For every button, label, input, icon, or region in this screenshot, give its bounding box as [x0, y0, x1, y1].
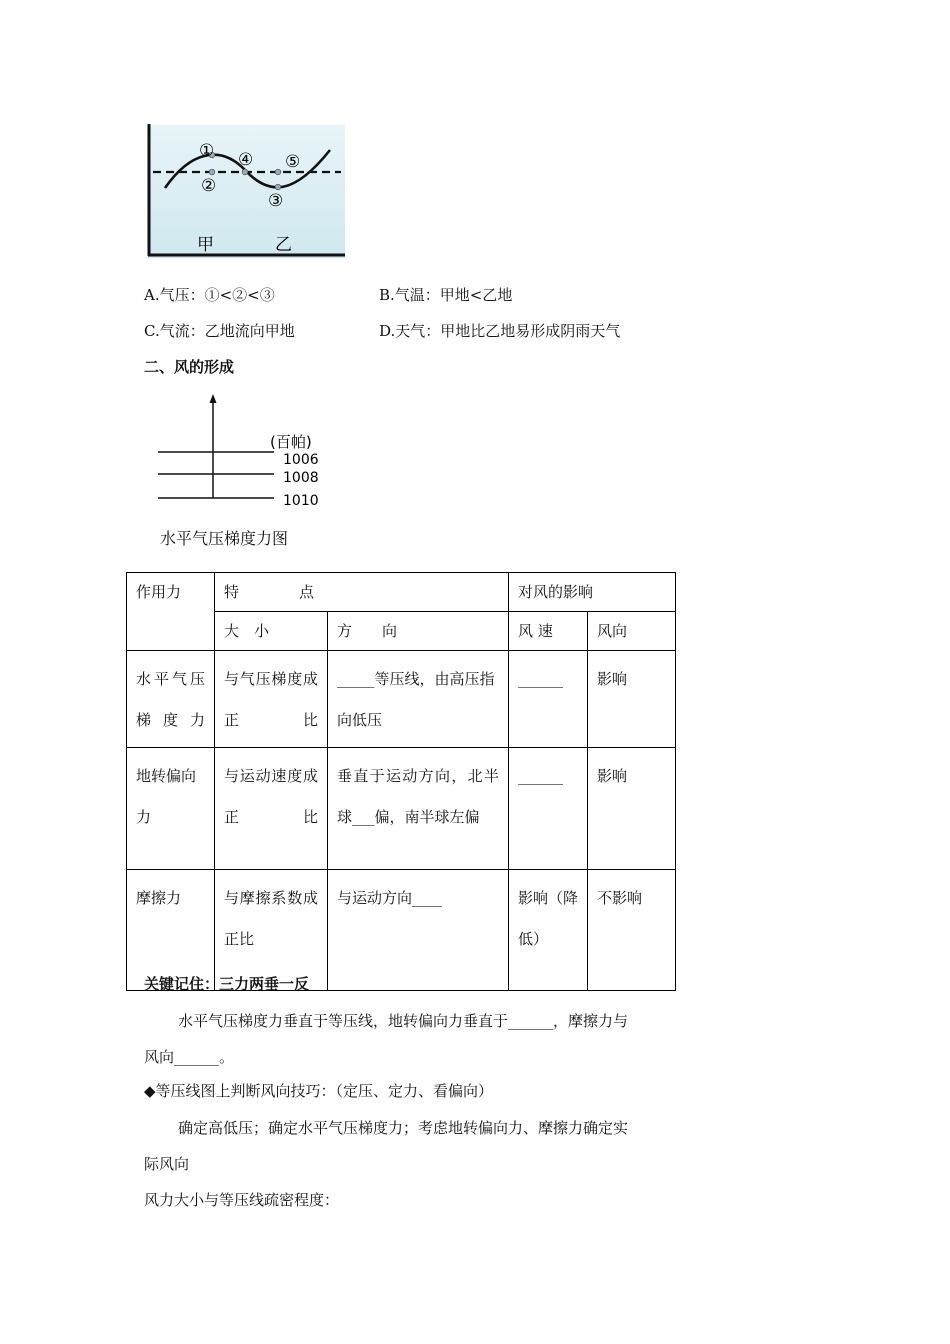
unit-label: (百帕)	[270, 433, 312, 451]
point-5-dot	[275, 169, 281, 175]
cell-force	[127, 651, 215, 748]
isobar-label-1008: 1008	[283, 470, 319, 486]
cell-winddir-text: 影响	[597, 767, 628, 785]
cell-speed	[509, 748, 588, 870]
gradient-arrowhead	[210, 394, 217, 403]
paragraph-2-line-1: 确定高低压；确定水平气压梯度力；考虑地转偏向力、摩擦力确定实	[178, 1119, 629, 1137]
cell-direction	[328, 870, 509, 991]
tip-line: ◆等压线图上判断风向技巧：（定压、定力、看偏向）	[144, 1082, 494, 1100]
cell-speed	[509, 870, 588, 991]
pressure-diagram	[145, 122, 345, 262]
cell-direction-text: 与运动方向____	[337, 889, 443, 907]
label-point-2: ②	[201, 176, 217, 196]
table-row	[127, 651, 676, 748]
cell-size-text: 与摩擦系数成正比	[224, 889, 318, 948]
cell-force-text: 水平气压梯度力	[136, 670, 205, 729]
cell-force-text: 摩擦力	[136, 889, 182, 907]
cell-force-text: 地转偏向力	[136, 767, 197, 826]
paragraph-1-line-1: 水平气压梯度力垂直于等压线，地转偏向力垂直于______，摩擦力与	[178, 1012, 629, 1030]
cell-winddir	[588, 748, 676, 870]
cell-size	[215, 651, 328, 748]
cell-direction-text: 垂直于运动方向，北半球___偏，南半球左偏	[337, 767, 500, 826]
label-point-4: ④	[238, 150, 254, 170]
option-d: D.天气：甲地比乙地易形成阴雨天气	[379, 322, 621, 340]
label-point-1: ①	[199, 141, 215, 161]
option-c: C.气流：乙地流向甲地	[144, 322, 295, 340]
point-4-dot	[242, 169, 248, 175]
cell-winddir-text: 影响	[597, 670, 628, 688]
option-a: A.气压：①<②<③	[144, 286, 275, 304]
pressure-gradient-diagram	[150, 392, 340, 512]
key-point: 关键记住：三力两垂一反	[144, 975, 310, 993]
isobar-label-1010: 1010	[283, 493, 319, 509]
header-direction: 方 向	[328, 612, 509, 651]
cell-winddir-text: 不影响	[597, 889, 643, 907]
cell-direction	[328, 651, 509, 748]
point-3-dot	[275, 184, 281, 190]
section-title: 二、风的形成	[144, 358, 235, 376]
header-feature: 特 点	[215, 573, 509, 612]
diagram-background	[148, 125, 345, 258]
cell-speed-text: ______	[518, 670, 564, 688]
header-size: 大 小	[215, 612, 328, 651]
cell-force	[127, 870, 215, 991]
header-effect: 对风的影响	[509, 573, 676, 612]
label-jia: 甲	[197, 235, 214, 255]
label-point-5: ⑤	[285, 152, 301, 172]
header-force: 作用力	[127, 573, 215, 651]
header-winddir: 风向	[588, 612, 676, 651]
isobar-label-1006: 1006	[283, 452, 319, 468]
cell-size	[215, 870, 328, 991]
paragraph-2-line-2: 际风向	[144, 1155, 190, 1173]
cell-direction	[328, 748, 509, 870]
table-row	[127, 748, 676, 870]
header-speed: 风 速	[509, 612, 588, 651]
cell-winddir	[588, 651, 676, 748]
cell-speed-text: ______	[518, 767, 564, 785]
option-b: B.气温：甲地<乙地	[379, 286, 513, 304]
cell-winddir	[588, 870, 676, 991]
label-yi: 乙	[275, 235, 292, 255]
cell-speed	[509, 651, 588, 748]
cell-size	[215, 748, 328, 870]
label-point-3: ③	[268, 191, 284, 211]
paragraph-1-line-2: 风向______。	[144, 1048, 235, 1066]
cell-size-text: 与运动速度成正比	[224, 767, 318, 826]
figure-caption: 水平气压梯度力图	[160, 529, 289, 548]
cell-size-text: 与气压梯度成正比	[224, 670, 318, 729]
forces-table	[126, 572, 676, 991]
paragraph-3: 风力大小与等压线疏密程度：	[144, 1191, 340, 1209]
cell-speed-text: 影响（降低）	[518, 889, 579, 948]
point-2-dot	[209, 169, 215, 175]
cell-force	[127, 748, 215, 870]
table-row	[127, 870, 676, 991]
cell-direction-text: _____等压线，由高压指向低压	[337, 670, 495, 729]
